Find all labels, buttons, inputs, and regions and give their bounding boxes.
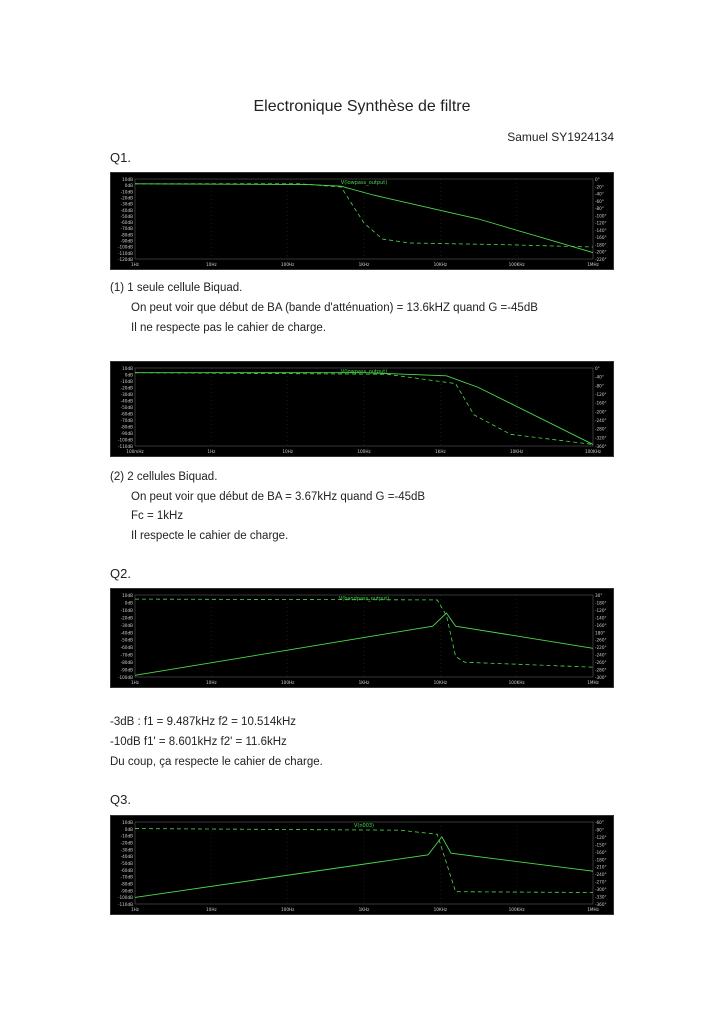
y-left-tick-label: -70dB xyxy=(120,874,133,880)
y-right-tick-label: -160° xyxy=(595,622,607,628)
x-tick-label: 100KHz xyxy=(508,907,525,912)
x-tick-label: 10Hz xyxy=(282,449,294,454)
y-right-tick-label: -300° xyxy=(595,675,607,680)
y-left-tick-label: -110dB xyxy=(117,444,133,449)
y-left-tick-label: -70dB xyxy=(120,418,133,423)
x-tick-label: 1Hz xyxy=(207,449,216,454)
y-right-tick-label: -200° xyxy=(595,409,607,415)
y-right-tick-label: -240° xyxy=(595,652,607,658)
q3-plot-svg xyxy=(111,816,613,914)
y-left-tick-label: -20dB xyxy=(120,615,133,621)
y-right-tick-label: -60° xyxy=(595,820,604,825)
magnitude-trace xyxy=(135,613,593,675)
x-tick-label: 1KHz xyxy=(358,262,370,267)
document-title: Electronique Synthèse de filtre xyxy=(253,98,471,115)
y-right-tick-label: -160° xyxy=(595,849,607,855)
y-left-tick-label: -80dB xyxy=(120,232,133,238)
y-right-tick-label: -210° xyxy=(595,864,607,870)
y-left-tick-label: -40dB xyxy=(120,207,133,213)
y-left-tick-label: 0dB xyxy=(124,600,133,606)
q1-plot-a-svg xyxy=(111,173,613,269)
q2-plot xyxy=(110,588,614,688)
y-right-tick-label: -140° xyxy=(595,615,607,621)
q1-item1-line3: Il ne respecte pas le cahier de charge. xyxy=(131,322,326,334)
y-left-tick-label: -10dB xyxy=(120,189,133,195)
x-tick-label: 10KHz xyxy=(433,680,448,685)
y-left-tick-label: -90dB xyxy=(120,431,133,436)
y-left-tick-label: -80dB xyxy=(120,424,133,430)
y-left-tick-label: -20dB xyxy=(120,840,133,846)
y-left-tick-label: 0dB xyxy=(124,372,133,378)
y-right-tick-label: -140° xyxy=(595,227,607,233)
magnitude-trace xyxy=(135,184,593,253)
trace-title: V(lowpass_output) xyxy=(340,369,388,375)
y-left-tick-label: -60dB xyxy=(120,220,133,226)
y-left-tick-label: -120dB xyxy=(117,257,133,262)
y-left-tick-label: -90dB xyxy=(120,667,133,673)
y-left-tick-label: -20dB xyxy=(120,195,133,201)
q1-item2-line2: On peut voir que début de BA = 3.67kHz quand G =-45dB xyxy=(131,491,426,503)
x-tick-label: 100Hz xyxy=(280,262,295,267)
x-tick-label: 1KHz xyxy=(358,907,370,912)
x-tick-label: 100mHz xyxy=(126,449,144,454)
y-left-tick-label: 10dB xyxy=(122,366,133,371)
x-tick-label: 1MHz xyxy=(587,907,599,912)
y-right-tick-label: -220° xyxy=(595,257,607,262)
y-right-tick-label: -20° xyxy=(595,184,604,190)
q1-item1-label: (1) 1 seule cellule Biquad. xyxy=(110,282,243,294)
y-left-tick-label: -40dB xyxy=(120,630,133,636)
q2-line-1: -3dB : f1 = 9.487kHz f2 = 10.514kHz xyxy=(110,716,297,728)
y-left-tick-label: -90dB xyxy=(120,238,133,244)
y-right-tick-label: -180° xyxy=(595,857,607,863)
y-left-tick-label: 0dB xyxy=(124,183,133,189)
q1-plot-b-svg xyxy=(111,362,613,456)
y-right-tick-label: -280° xyxy=(595,426,607,432)
y-left-tick-label: -100dB xyxy=(117,675,133,680)
y-left-tick-label: -10dB xyxy=(120,379,133,384)
y-right-tick-label: -260° xyxy=(595,660,607,666)
q2-plot-svg xyxy=(111,589,613,687)
y-right-tick-label: -330° xyxy=(595,894,607,900)
y-right-tick-label: -200° xyxy=(595,249,607,255)
y-left-tick-label: 0dB xyxy=(124,826,133,832)
y-left-tick-label: -30dB xyxy=(120,392,133,397)
y-right-tick-label: -90° xyxy=(595,827,604,833)
y-left-tick-label: -50dB xyxy=(120,405,133,410)
y-left-tick-label: 10dB xyxy=(122,820,133,825)
x-tick-label: 100KHz xyxy=(508,680,525,685)
x-tick-label: 10Hz xyxy=(205,907,217,912)
y-left-tick-label: -30dB xyxy=(120,201,133,207)
x-tick-label: 1KHz xyxy=(434,449,446,454)
x-tick-label: 100Hz xyxy=(280,907,295,912)
y-left-tick-label: -30dB xyxy=(120,622,133,628)
q1-item1-line2: On peut voir que début de BA (bande d'atténuation) = 13.6kHZ quand G =-45dB xyxy=(131,302,538,314)
q3-heading: Q3. xyxy=(110,792,131,807)
y-right-tick-label: -120° xyxy=(595,220,607,226)
y-right-tick-label: 30° xyxy=(595,593,603,598)
x-tick-label: 100KHz xyxy=(508,262,525,267)
y-right-tick-label: -40° xyxy=(595,191,604,197)
y-left-tick-label: -30dB xyxy=(120,847,133,853)
y-right-tick-label: -320° xyxy=(595,435,607,441)
y-right-tick-label: -100° xyxy=(595,213,607,219)
trace-title: V(bandpass_output) xyxy=(338,596,390,602)
y-left-tick-label: -50dB xyxy=(120,637,133,643)
x-tick-label: 1MHz xyxy=(587,262,599,267)
y-left-tick-label: -40dB xyxy=(120,854,133,860)
y-left-tick-label: -70dB xyxy=(120,652,133,658)
q1-plot-a xyxy=(110,172,614,270)
y-left-tick-label: -60dB xyxy=(120,867,133,873)
q2-heading: Q2. xyxy=(110,566,131,581)
y-right-tick-label: 0° xyxy=(595,366,600,371)
x-tick-label: 100Hz xyxy=(357,449,371,454)
y-right-tick-label: -120° xyxy=(595,834,607,840)
x-tick-label: 100KHz xyxy=(584,449,602,454)
x-tick-label: 10Hz xyxy=(205,680,217,685)
y-left-tick-label: -40dB xyxy=(120,398,133,404)
trace-title: V(lowpass_output) xyxy=(340,180,388,186)
x-tick-label: 10KHz xyxy=(433,907,448,912)
y-right-tick-label: -150° xyxy=(595,842,607,848)
q1-item2-line3: Fc = 1kHz xyxy=(131,510,184,522)
y-left-tick-label: -100dB xyxy=(117,895,133,901)
y-right-tick-label: -120° xyxy=(595,392,607,397)
q2-line-2: -10dB f1' = 8.601kHz f2' = 11.6kHz xyxy=(110,736,287,748)
y-left-tick-label: 10dB xyxy=(122,593,133,598)
magnitude-trace xyxy=(135,837,593,898)
y-left-tick-label: -70dB xyxy=(120,226,133,232)
y-right-tick-label: -360° xyxy=(595,902,607,907)
y-right-tick-label: -180° xyxy=(595,242,607,248)
q2-line-3: Du coup, ça respecte le cahier de charge. xyxy=(110,756,323,768)
y-left-tick-label: -60dB xyxy=(120,411,133,417)
y-right-tick-label: -160° xyxy=(595,400,607,406)
plot-frame xyxy=(135,368,593,446)
x-tick-label: 10KHz xyxy=(433,262,448,267)
y-left-tick-label: -60dB xyxy=(120,645,133,651)
y-right-tick-label: -220° xyxy=(595,645,607,651)
phase-trace xyxy=(135,599,593,667)
y-left-tick-label: 10dB xyxy=(122,177,133,182)
y-right-tick-label: -240° xyxy=(595,418,607,423)
y-left-tick-label: -90dB xyxy=(120,888,133,894)
y-left-tick-label: -100dB xyxy=(117,244,133,250)
x-tick-label: 100Hz xyxy=(280,680,295,685)
y-right-tick-label: -280° xyxy=(595,667,607,673)
y-right-tick-label: -270° xyxy=(595,879,607,885)
y-left-tick-label: -10dB xyxy=(120,833,133,839)
author-name: Samuel SY1924134 xyxy=(507,130,614,144)
x-tick-label: 1Hz xyxy=(130,680,140,685)
y-right-tick-label: -160° xyxy=(595,235,607,241)
y-left-tick-label: -50dB xyxy=(120,861,133,866)
q3-plot xyxy=(110,815,614,915)
y-left-tick-label: -10dB xyxy=(120,607,133,613)
x-tick-label: 1Hz xyxy=(130,907,140,912)
y-right-tick-label: -260° xyxy=(595,637,607,643)
y-right-tick-label: -80° xyxy=(595,383,604,389)
x-tick-label: 10KHz xyxy=(509,449,524,454)
y-right-tick-label: 180° xyxy=(595,630,606,636)
y-right-tick-label: -80° xyxy=(595,206,604,212)
y-right-tick-label: 0° xyxy=(595,177,600,182)
y-left-tick-label: -80dB xyxy=(120,660,133,666)
x-tick-label: 1KHz xyxy=(358,680,370,685)
y-right-tick-label: -40° xyxy=(595,374,604,380)
y-left-tick-label: -100dB xyxy=(117,437,133,443)
y-right-tick-label: -240° xyxy=(595,872,607,878)
q1-item2-label: (2) 2 cellules Biquad. xyxy=(110,471,218,483)
y-right-tick-label: -60° xyxy=(595,198,604,204)
y-left-tick-label: -80dB xyxy=(120,881,133,887)
y-right-tick-label: -300° xyxy=(595,887,607,893)
x-tick-label: 1Hz xyxy=(130,262,140,267)
q1-item2-line4: Il respecte le cahier de charge. xyxy=(131,530,289,542)
y-right-tick-label: -360° xyxy=(595,444,607,449)
y-left-tick-label: -110dB xyxy=(117,250,133,256)
x-tick-label: 1MHz xyxy=(587,680,599,685)
y-left-tick-label: -110dB xyxy=(117,902,133,907)
x-tick-label: 10Hz xyxy=(205,262,217,267)
y-right-tick-label: -120° xyxy=(595,607,607,613)
y-right-tick-label: -180° xyxy=(595,600,607,606)
q1-plot-b xyxy=(110,361,614,457)
q1-heading: Q1. xyxy=(110,150,131,165)
trace-title: V(n003) xyxy=(353,823,375,829)
y-left-tick-label: -50dB xyxy=(120,213,133,219)
y-left-tick-label: -20dB xyxy=(120,385,133,391)
